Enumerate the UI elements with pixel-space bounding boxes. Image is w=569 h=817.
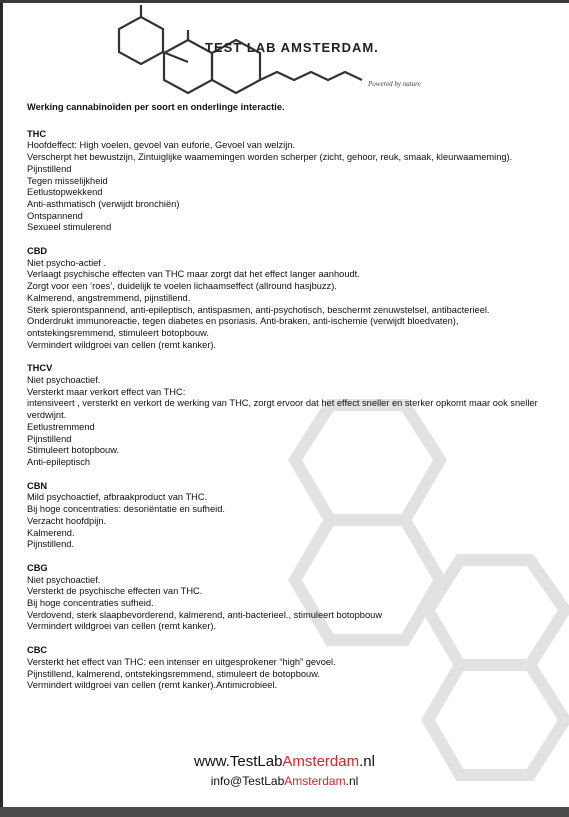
section-line: Mild psychoactief, afbraakproduct van THC. xyxy=(27,492,208,503)
section-thcv xyxy=(27,363,547,468)
section-line: Stimuleert botopbouw. xyxy=(27,445,119,456)
section-cbn xyxy=(27,481,547,551)
section-line: Versterkt het effect van THC: een intenser en uitgesprokener “high” gevoel. xyxy=(27,656,336,667)
bottom-border xyxy=(0,807,569,817)
section-line: Kalmerend. xyxy=(27,527,75,538)
section-line: Versterkt maar verkort effect van THC: xyxy=(27,386,186,397)
section-line: Versterkt de psychische effecten van THC. xyxy=(27,586,203,597)
section-line: Bij hoge concentraties: desoriëntatie en sufheid. xyxy=(27,504,225,515)
section-title: CBG xyxy=(27,562,48,573)
section-line: Verscherpt het bewustzijn, Zintuiglijke waamemingen worden scherper (zicht, gehoor, reuk, smaak, kleurwaameming). xyxy=(27,152,513,163)
section-line: Verzacht hoofdpijn. xyxy=(27,515,107,526)
sections-container xyxy=(27,129,547,692)
footer-website[interactable]: www.TestLabAmsterdam.nl xyxy=(194,753,375,770)
section-line: Kalmerend, angstremmend, pijnstillend. xyxy=(27,292,191,303)
section-line: Tegen misselijkheid xyxy=(27,175,108,186)
section-line: Zorgt voor een ‘roes’, duidelijk te voelen lichaamseffect (allround hasjbuzz). xyxy=(27,281,337,292)
section-line: Vermindert wildgroei van cellen (remt kanker). xyxy=(27,621,217,632)
section-line: Pijnstillend. xyxy=(27,539,75,550)
section-line: Sexueel stimulerend xyxy=(27,222,112,233)
section-line: Vermindert wildgroei van cellen (remt kanker). xyxy=(27,339,217,350)
section-line: Onderdrukt immunoreactie, tegen diabetes en psoriasis. Anti-braken, anti-ischemie (verwijdt bloedvaten), ontstekingsremmend, stimuleert botopbouw. xyxy=(27,316,459,338)
footer-email[interactable]: info@TestLabAmsterdam.nl xyxy=(210,774,359,788)
section-title: THC xyxy=(27,128,47,139)
left-border xyxy=(0,0,3,817)
logo xyxy=(0,0,569,100)
section-line: Vermindert wildgroei van cellen (remt kanker).Antimicrobieel. xyxy=(27,680,278,691)
section-line: intensiveert , versterkt en verkort de werking van THC, zorgt ervoor dat het effect sneller en sterker opkomt maar ook sneller verdwijnt. xyxy=(27,398,538,421)
section-title: THCV xyxy=(27,363,53,374)
section-cbg xyxy=(27,563,547,633)
document-heading: Werking cannabinoïden per soort en onderlinge interactie. xyxy=(27,102,285,112)
section-line: Hoofdeffect: High voelen, gevoel van euforie, Gevoel van welzijn. xyxy=(27,140,296,151)
section-line: Anti-epileptisch xyxy=(27,456,91,467)
section-title: CBD xyxy=(27,246,48,257)
section-line: Eetlustremmend xyxy=(27,421,95,432)
molecule-logo-icon xyxy=(0,0,569,100)
section-line: Sterk spierontspannend, anti-epileptisch, antispasmen, anti-psychotisch, beschermt zenuwstelsel, antibacterieel. xyxy=(27,304,490,315)
logo-tagline: Powered by nature xyxy=(368,80,421,88)
section-title: CBN xyxy=(27,480,48,491)
section-line: Bij hoge concentraties sufheid. xyxy=(27,598,154,609)
section-line: Anti-asthmatisch (verwijdt bronchiën) xyxy=(27,198,180,209)
section-line: Pijnstillend xyxy=(27,163,72,174)
logo-brand-text: TEST LAB AMSTERDAM. xyxy=(205,40,379,55)
section-line: Verlaagt psychische effecten van THC maar zorgt dat het effect langer aanhoudt. xyxy=(27,269,360,280)
section-line: Eetlustopwekkend xyxy=(27,187,103,198)
document-body xyxy=(27,102,547,704)
section-cbc xyxy=(27,645,547,692)
section-line: Niet psychoactief. xyxy=(27,574,101,585)
section-thc xyxy=(27,129,547,234)
section-line: Niet psycho-actief . xyxy=(27,257,107,268)
section-line: Ontspannend xyxy=(27,210,83,221)
section-cbd xyxy=(27,246,547,351)
section-line: Pijnstillend, kalmerend, ontstekingsremmend, stimuleert de botopbouw. xyxy=(27,668,321,679)
section-line: Verdovend, sterk slaapbevorderend, kalmerend, anti-bacterieel., stimuleert botopbouw xyxy=(27,609,383,620)
section-title: CBC xyxy=(27,645,48,656)
section-line: Pijnstillend xyxy=(27,433,72,444)
section-line: Niet psychoactief. xyxy=(27,375,101,386)
